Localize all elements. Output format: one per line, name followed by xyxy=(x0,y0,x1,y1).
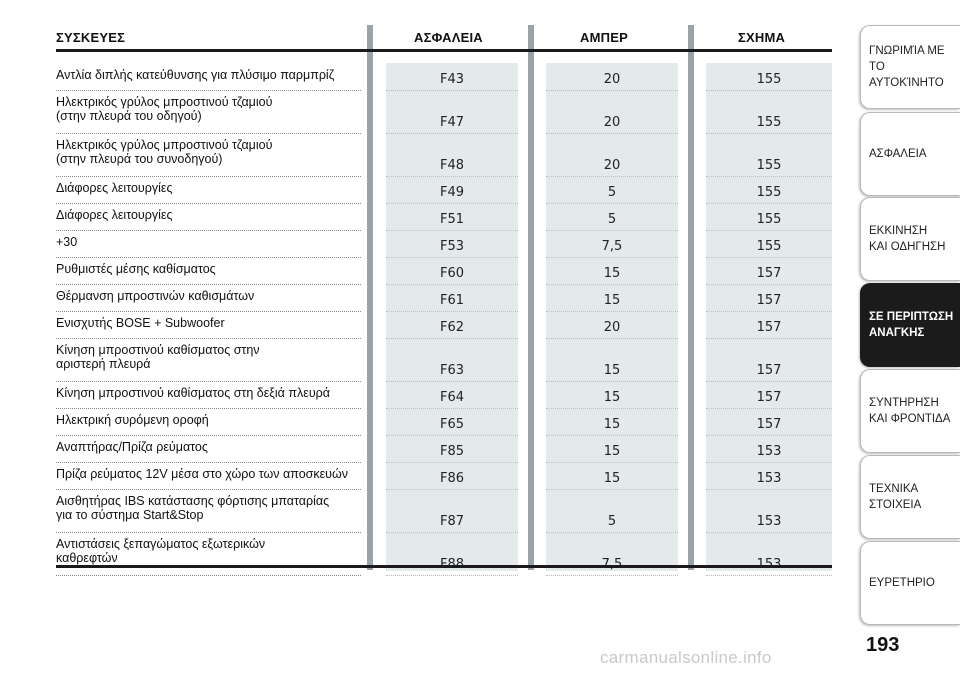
fuse-cell: F63 xyxy=(386,364,518,382)
bottom-rule xyxy=(56,565,832,568)
table-row xyxy=(56,537,832,576)
amp-cell: 15 xyxy=(546,418,678,436)
device-text: αριστερή πλευρά xyxy=(56,357,151,371)
table-row xyxy=(56,494,832,533)
device-text: Αντλία διπλής κατεύθυνσης για πλύσιμο παρμπρίζ xyxy=(56,68,335,82)
fuse-cell: F61 xyxy=(386,294,518,312)
watermark: carmanualsonline.info xyxy=(600,648,772,667)
amp-cell: 20 xyxy=(546,116,678,134)
device-text: καθρεφτών xyxy=(56,551,118,565)
table-row xyxy=(56,316,832,339)
header-rule xyxy=(56,49,832,52)
device-text: Διάφορες λειτουργίες xyxy=(56,208,173,222)
device-cell xyxy=(56,138,361,177)
device-text: Διάφορες λειτουργίες xyxy=(56,181,173,195)
shape-cell: 157 xyxy=(706,364,832,382)
device-cell xyxy=(56,95,361,134)
fuse-cell: F51 xyxy=(386,213,518,231)
table-row xyxy=(56,289,832,312)
fuse-cell: F86 xyxy=(386,472,518,490)
fuse-cell: F60 xyxy=(386,267,518,285)
shape-cell: 155 xyxy=(706,159,832,177)
device-text: Πρίζα ρεύματος 12V μέσα στο χώρο των αποσκευών xyxy=(56,467,349,481)
device-text: Αισθητήρας IBS κατάστασης φόρτισης μπαταρίας xyxy=(56,494,330,508)
chapter-tab-label: ΚΑΙ ΟΔΗΓΗΣΗ xyxy=(869,241,946,253)
device-cell xyxy=(56,494,361,533)
header-devices: ΣΥΣΚΕΥΕΣ xyxy=(56,30,126,45)
device-cell xyxy=(56,413,361,436)
device-text: Ρυθμιστές μέσης καθίσματος xyxy=(56,262,216,276)
device-cell xyxy=(56,208,361,231)
device-cell xyxy=(56,343,361,382)
table-row xyxy=(56,413,832,436)
fuse-table xyxy=(56,25,832,570)
shape-cell: 155 xyxy=(706,240,832,258)
shape-cell: 155 xyxy=(706,73,832,91)
device-cell xyxy=(56,181,361,204)
shape-cell: 157 xyxy=(706,418,832,436)
amp-cell: 5 xyxy=(546,213,678,231)
fuse-cell: F49 xyxy=(386,186,518,204)
shape-cell: 153 xyxy=(706,472,832,490)
fuse-cell: F85 xyxy=(386,445,518,463)
amp-cell: 15 xyxy=(546,445,678,463)
device-text: Αντιστάσεις ξεπαγώματος εξωτερικών xyxy=(56,537,266,551)
table-row xyxy=(56,68,832,91)
device-text: (στην πλευρά του συνοδηγού) xyxy=(56,152,223,166)
shape-cell: 157 xyxy=(706,294,832,312)
device-cell xyxy=(56,68,361,91)
amp-cell: 5 xyxy=(546,515,678,533)
shape-cell: 153 xyxy=(706,445,832,463)
fuse-cell: F47 xyxy=(386,116,518,134)
device-text: (στην πλευρά του οδηγού) xyxy=(56,109,202,123)
shape-cell: 157 xyxy=(706,267,832,285)
chapter-tab[interactable] xyxy=(860,541,960,625)
device-cell xyxy=(56,467,361,490)
page-number: 193 xyxy=(866,634,900,656)
chapter-tab-label: ΑΥΤΟΚΊΝΗΤΟ xyxy=(869,77,944,89)
amp-cell: 7,5 xyxy=(546,240,678,258)
fuse-cell: F43 xyxy=(386,73,518,91)
shape-cell: 157 xyxy=(706,321,832,339)
table-row xyxy=(56,138,832,177)
table-row xyxy=(56,208,832,231)
device-text: Θέρμανση μπροστινών καθισμάτων xyxy=(56,289,255,303)
device-cell xyxy=(56,440,361,463)
device-text: Ηλεκτρικός γρύλος μπροστινού τζαμιού xyxy=(56,138,273,152)
chapter-tab[interactable] xyxy=(860,283,960,367)
amp-cell: 15 xyxy=(546,472,678,490)
header-shape: ΣΧΗΜΑ xyxy=(738,30,786,45)
fuse-cell: F53 xyxy=(386,240,518,258)
fuse-cell: F48 xyxy=(386,159,518,177)
fuse-cell: F64 xyxy=(386,391,518,409)
chapter-tab[interactable] xyxy=(860,369,960,453)
table-row xyxy=(56,343,832,382)
amp-cell: 20 xyxy=(546,321,678,339)
fuse-cell: F65 xyxy=(386,418,518,436)
header-fuse: ΑΣΦΑΛΕΙΑ xyxy=(414,30,483,45)
chapter-tab-label: ΣΕ ΠΕΡΙΠΤΩΣΗ xyxy=(869,311,954,323)
shape-cell: 155 xyxy=(706,186,832,204)
shape-cell: 157 xyxy=(706,391,832,409)
table-row xyxy=(56,235,832,258)
device-cell xyxy=(56,262,361,285)
chapter-tab-label: ΣΥΝΤΗΡΗΣΗ xyxy=(869,397,939,409)
amp-cell: 20 xyxy=(546,73,678,91)
amp-cell: 20 xyxy=(546,159,678,177)
device-cell xyxy=(56,537,361,576)
table-row xyxy=(56,181,832,204)
device-text: Ηλεκτρικός γρύλος μπροστινού τζαμιού xyxy=(56,95,273,109)
chapter-tab-label: ΓΝΩΡΙΜΊΑ ΜΕ ΤΟ xyxy=(869,45,945,73)
chapter-tab[interactable] xyxy=(860,112,960,196)
fuse-cell: F62 xyxy=(386,321,518,339)
amp-cell: 15 xyxy=(546,391,678,409)
device-text: Ηλεκτρική συρόμενη οροφή xyxy=(56,413,209,427)
chapter-tab-label: ΕΚΚΙΝΗΣΗ xyxy=(869,225,928,237)
amp-cell: 15 xyxy=(546,294,678,312)
shape-cell: 155 xyxy=(706,213,832,231)
amp-cell: 15 xyxy=(546,267,678,285)
chapter-tab-label: ΤΕΧΝΙΚΑ xyxy=(869,483,919,495)
header-amp: ΑΜΠΕΡ xyxy=(580,30,628,45)
device-cell xyxy=(56,289,361,312)
device-cell xyxy=(56,235,361,258)
device-text: Κίνηση μπροστινού καθίσματος στη δεξιά πλευρά xyxy=(56,386,330,400)
amp-cell: 15 xyxy=(546,364,678,382)
shape-cell: 153 xyxy=(706,515,832,533)
chapter-tab[interactable] xyxy=(860,455,960,539)
device-text: για το σύστημα Start&Stop xyxy=(56,508,204,522)
table-row xyxy=(56,440,832,463)
shape-cell: 155 xyxy=(706,116,832,134)
device-cell xyxy=(56,386,361,409)
device-text: Κίνηση μπροστινού καθίσματος στην xyxy=(56,343,260,357)
chapter-tab-label: ΣΤΟΙΧΕΙΑ xyxy=(869,499,922,511)
amp-cell: 5 xyxy=(546,186,678,204)
table-row xyxy=(56,262,832,285)
device-cell xyxy=(56,316,361,339)
chapter-tab[interactable] xyxy=(860,197,960,281)
device-text: Αναπτήρας/Πρίζα ρεύματος xyxy=(56,440,208,454)
device-text: Ενισχυτής BOSE + Subwoofer xyxy=(56,316,225,330)
chapter-tab[interactable] xyxy=(860,25,960,109)
device-text: +30 xyxy=(56,235,78,249)
chapter-tab-label: ΑΣΦΑΛΕΙΑ xyxy=(869,148,927,160)
chapter-tab-label: ΚΑΙ ΦΡΟΝΤΙΔΑ xyxy=(869,413,951,425)
chapter-tab-label: ΕΥΡΕΤΗΡΙΟ xyxy=(869,577,935,589)
table-row xyxy=(56,95,832,134)
chapter-tab-label: ΑΝΑΓΚΗΣ xyxy=(869,327,925,339)
table-row xyxy=(56,467,832,490)
table-row xyxy=(56,386,832,409)
fuse-cell: F87 xyxy=(386,515,518,533)
